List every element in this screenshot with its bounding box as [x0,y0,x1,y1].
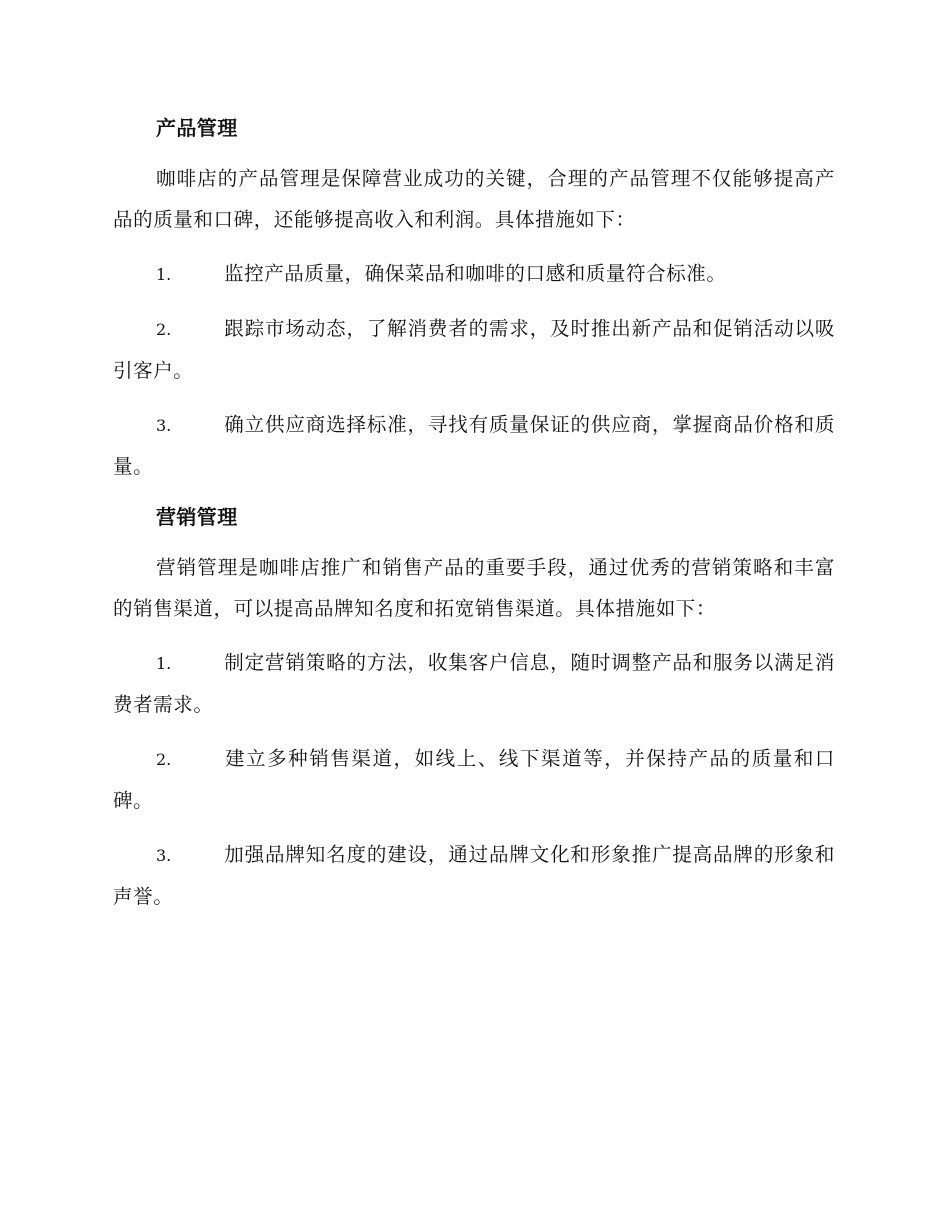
section-heading: 营销管理 [156,505,238,529]
list-item-text: 建立多种销售渠道，如线上、线下渠道等，并保持产品的质量和口碑。 [113,747,835,812]
list-item [113,834,835,917]
list-item [113,253,835,295]
section-heading: 产品管理 [156,116,238,140]
list-item-text: 确立供应商选择标准，寻找有质量保证的供应商，掌握商品价格和质量。 [113,413,835,478]
list-item-text: 制定营销策略的方法，收集客户信息，随时调整产品和服务以满足消费者需求。 [113,651,835,716]
list-item-text: 加强品牌知名度的建设，通过品牌文化和形象推广提高品牌的形象和声誉。 [113,843,835,908]
list-item-text: 跟踪市场动态，了解消费者的需求，及时推出新产品和促销活动以吸引客户。 [113,317,835,382]
list-item [113,642,835,725]
section-product-management [113,108,835,487]
list-item-text: 监控产品质量，确保菜品和咖啡的口感和质量符合标准。 [224,262,727,285]
list-item [113,404,835,487]
list-item-number: 1. [156,654,172,673]
measure-list [113,253,835,487]
list-item [113,308,835,391]
document-content [113,108,835,917]
measure-list [113,642,835,917]
list-item-number: 3. [156,846,172,865]
list-item-number: 3. [156,416,172,435]
list-item-number: 2. [156,750,172,769]
section-intro-paragraph: 咖啡店的产品管理是保障营业成功的关键，合理的产品管理不仅能够提高产品的质量和口碑，还能够提高收入和利润。具体措施如下： [113,167,835,231]
list-item [113,738,835,821]
section-marketing-management [113,497,835,917]
list-item-number: 1. [156,265,172,284]
section-intro-paragraph: 营销管理是咖啡店推广和销售产品的重要手段，通过优秀的营销策略和丰富的销售渠道，可以提高品牌知名度和拓宽销售渠道。具体措施如下： [113,556,835,620]
list-item-number: 2. [156,320,172,339]
